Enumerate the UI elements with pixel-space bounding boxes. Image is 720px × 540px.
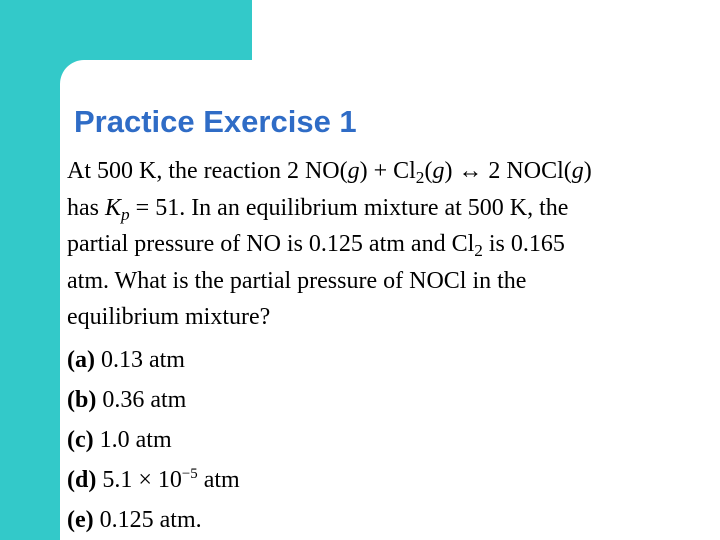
question-body (67, 153, 677, 540)
answer-letter: (e) (67, 506, 94, 533)
slide-title: Practice Exercise 1 (74, 104, 357, 139)
question-line-5: equilibrium mixture? (67, 304, 271, 330)
answer-option-a: (a) 0.13 atm (67, 346, 185, 373)
answer-letter: (c) (67, 426, 94, 453)
answer-option-e: (e) 0.125 atm. (67, 506, 202, 533)
question-line-2: has $K_p = 51$. In an equilibrium mixture at 500 K, the (67, 194, 569, 224)
answer-option-d: (d) $5.1 \times 10^{-5}$ atm (67, 465, 240, 493)
question-line-3: partial pressure of NO is 0.125 atm and $Cl_2$ is 0.165 (67, 231, 565, 261)
answer-option-c: (c) 1.0 atm (67, 426, 172, 453)
answer-letter: (b) (67, 386, 97, 413)
answer-letter: (a) (67, 346, 95, 373)
question-line-4: atm. What is the partial pressure of NOCl in the (67, 267, 527, 294)
answer-option-b: (b) 0.36 atm (67, 386, 187, 413)
question-line-1: At 500 K, the reaction 2 $NO(g) + Cl_2(g)$ ↔ 2 NOCl(g) (67, 158, 592, 188)
answer-letter: (d) (67, 466, 97, 493)
answer-list (67, 340, 677, 540)
